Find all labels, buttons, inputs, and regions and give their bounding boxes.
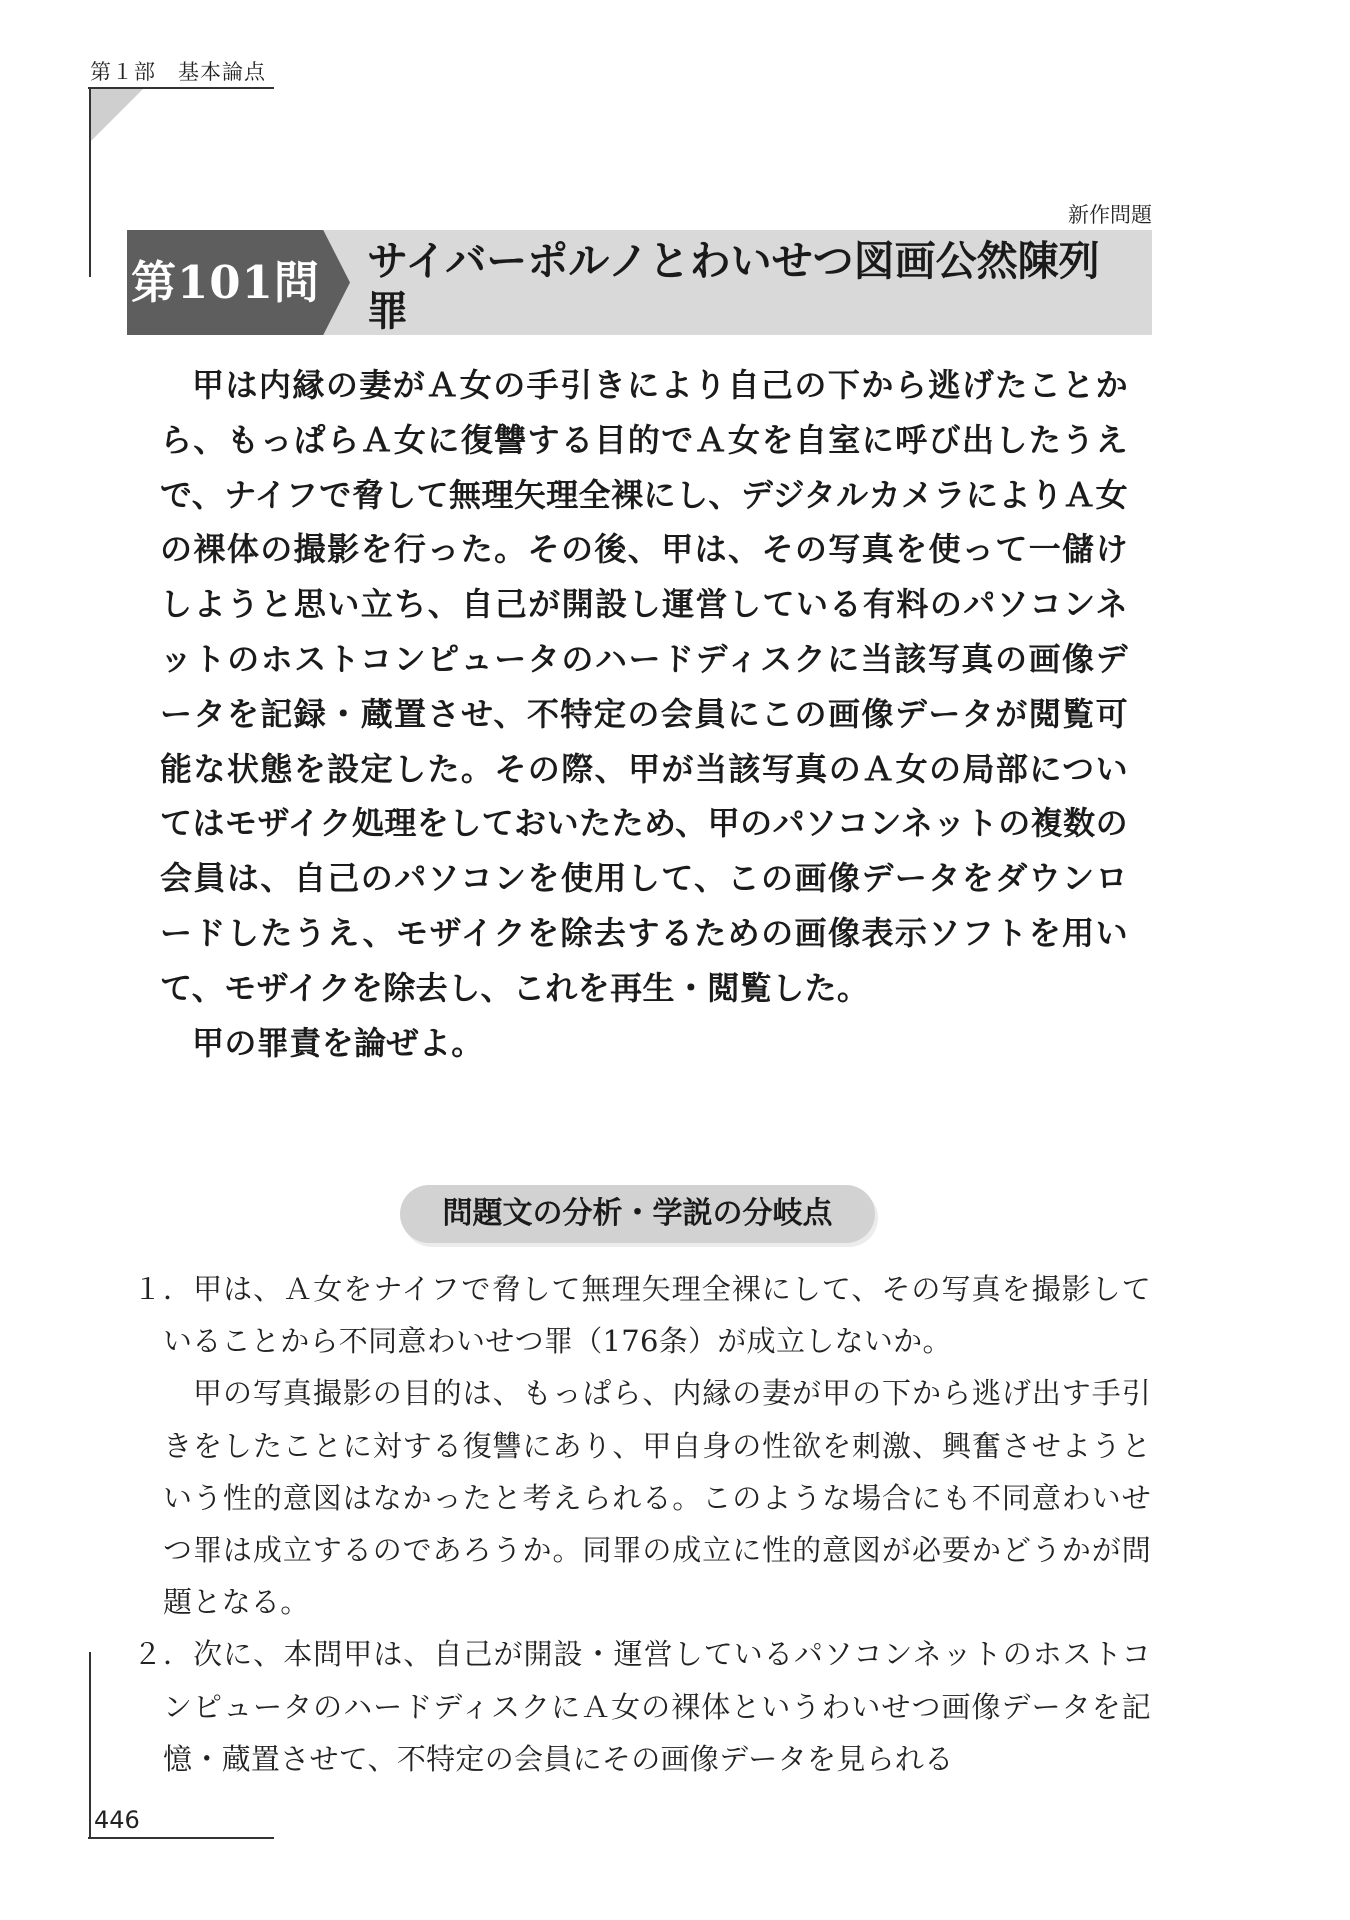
problem-paragraph: 甲は内縁の妻がＡ女の手引きにより自己の下から逃げたことから、もっぱらＡ女に復讐する目的でＡ女を自室に呼び出したうえで、ナイフで脅して無理矢理全裸にし、デジタルカメラによりＡ女の裸体の撮影を行った。その後、甲は、その写真を使って一儲けしようと思い立ち、自己が開設し運営している有料のパソコンネットのホストコンピュータのハードディスクに当該写真の画像データを記録・蔵置させ、不特定の会員にこの画像データが閲覧可能な状態を設定した。その際、甲が当該写真のＡ女の局部についてはモザイク処理をしておいたため、甲のパソコンネットの複数の会員は、自己のパソコンを使用して、この画像データをダウンロードしたうえ、モザイクを除去するための画像表示ソフトを用いて、モザイクを除去し、これを再生・閲覧した。 — [160, 366, 1128, 1007]
footer-rule — [88, 1837, 274, 1839]
section-heading: 問題文の分析・学説の分岐点 — [442, 1196, 833, 1231]
problem-statement — [160, 358, 1128, 1070]
running-header: 第１部 基本論点 — [90, 60, 266, 84]
problem-question: 甲の罪責を論ぜよ。 — [192, 1023, 484, 1062]
problem-number: 第101問 — [131, 256, 320, 309]
analysis-item-2: ２．次に、本問甲は、自己が開設・運営しているパソコンネットのホストコンピュータのハードディスクにＡ女の裸体というわいせつ画像データを記憶・蔵置させて、不特定の会員にその画像データを見られる — [133, 1637, 1151, 1776]
new-problem-label: 新作問題 — [1068, 203, 1152, 227]
footer-corner-line — [89, 1652, 91, 1837]
problem-title: サイバーポルノとわいせつ図画公然陳列罪 — [367, 237, 1100, 335]
analysis-item-1-paragraph: 甲の写真撮影の目的は、もっぱら、内縁の妻が甲の下から逃げ出す手引きをしたことに対する復讐にあり、甲自身の性欲を刺激、興奮させようという性的意図はなかったと考えられる。このような場合にも不同意わいせつ罪は成立するのであろうか。同罪の成立に性的意図が必要かどうかが問題となる。 — [163, 1376, 1151, 1620]
corner-triangle-ornament — [91, 89, 143, 141]
analysis-item-1: １．甲は、Ａ女をナイフで脅して無理矢理全裸にして、その写真を撮影していることから不同意わいせつ罪（176条）が成立しないか。 — [133, 1272, 1151, 1359]
analysis-body — [133, 1263, 1151, 1785]
page-number: 446 — [94, 1806, 140, 1834]
